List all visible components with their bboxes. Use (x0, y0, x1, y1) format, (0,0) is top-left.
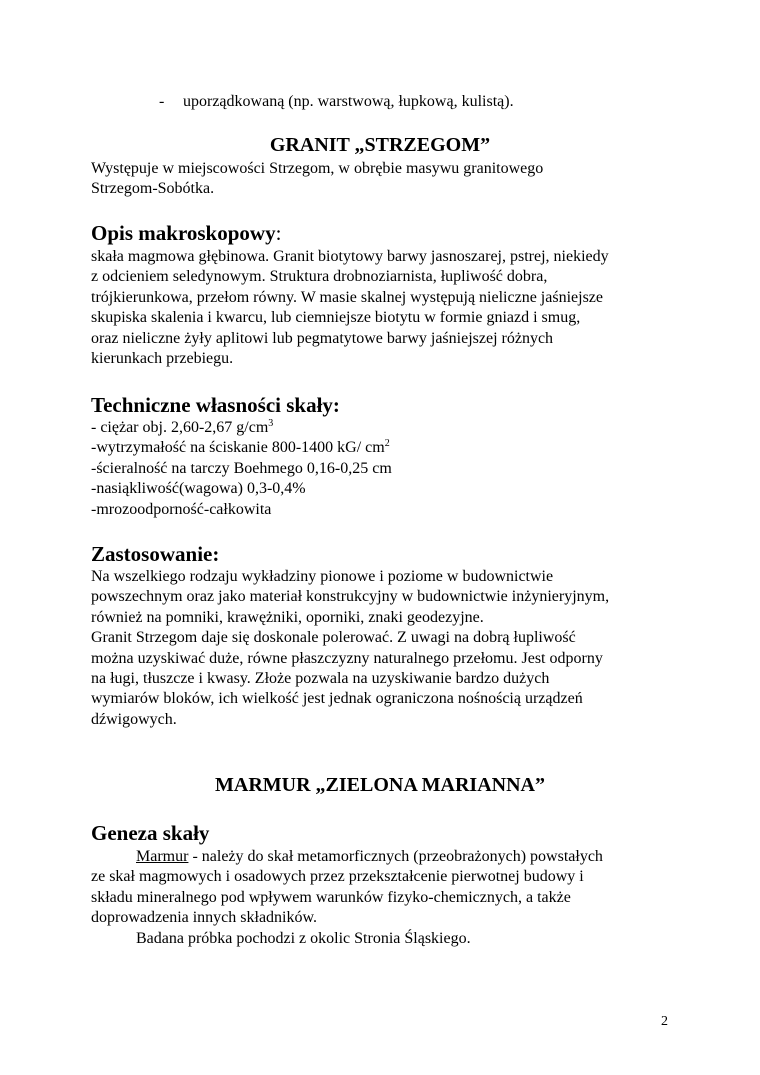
opis-paragraph (91, 247, 681, 369)
granit-intro-paragraph (91, 159, 681, 200)
heading-geneza-skaly: Geneza skały (91, 821, 210, 845)
paragraph-line: Granit Strzegom daje się doskonale polerować. Z uwagi na dobrą łupliwość (91, 629, 576, 647)
heading-zastosowanie: Zastosowanie: (91, 542, 220, 566)
paragraph-line: na ługi, tłuszcze i kwasy. Złoże pozwala na uzyskiwanie bardzo dużych (91, 670, 550, 688)
paragraph-line: z odcieniem seledynowym. Struktura drobnoziarnista, łupliwość dobra, (91, 268, 548, 286)
property-frost: -mrozoodporność-całkowita (91, 500, 272, 518)
paragraph-line: doprowadzenia innych składników. (91, 909, 318, 927)
paragraph-line: wymiarów bloków, ich wielkość jest jednak ograniczona nośnością urządzeń (91, 690, 583, 708)
section-title-granit: GRANIT „STRZEGOM” (269, 134, 491, 156)
zastosowanie-paragraph (91, 567, 681, 730)
marmur-term: Marmur (136, 848, 189, 865)
paragraph-line: można uzyskiwać duże, równe płaszczyzny naturalnego przełomu. Jest odporny (91, 649, 603, 667)
paragraph-line: Strzegom-Sobótka. (91, 180, 215, 198)
property-text: -wytrzymałość na ściskanie 800-1400 kG/ cm (91, 439, 385, 457)
property-absorption: -nasiąkliwość(wagowa) 0,3-0,4% (91, 480, 306, 498)
paragraph-line: składu mineralnego pod wpływem warunków fizyko-chemicznych, a także (91, 888, 571, 906)
paragraph-line: ze skał magmowych i osadowych przez przekształcenie pierwotnej budowy i (91, 868, 584, 886)
property-abrasion: -ścieralność na tarczy Boehmego 0,16-0,25 cm (91, 459, 392, 477)
paragraph-line: oraz nieliczne żyły aplitowi lub pegmatytowe barwy jaśniejszej różnych (91, 329, 554, 347)
geneza-paragraph (91, 847, 681, 949)
superscript: 2 (384, 438, 390, 450)
bullet-dash: - (159, 93, 165, 110)
superscript: 3 (268, 418, 274, 429)
paragraph-line: dźwigowych. (91, 710, 177, 728)
paragraph-line: trójkierunkowa, przełom równy. W masie skalnej występują nieliczne jaśniejsze (91, 288, 603, 306)
paragraph-line: Badana próbka pochodzi z okolic Stronia Śląskiego. (136, 929, 471, 947)
paragraph-line: skała magmowa głębinowa. Granit biotytowy barwy jasnoszarej, pstrej, niekiedy (91, 248, 609, 265)
paragraph-line: również na pomniki, krawężniki, oporniki, znaki geodezyjne. (91, 608, 484, 626)
paragraph-line: kierunkach przebiegu. (91, 350, 234, 368)
heading-techniczne-wlasnosci: Techniczne własności skały: (91, 393, 340, 417)
paragraph-line (91, 847, 681, 867)
paragraph-line: Na wszelkiego rodzaju wykładziny pionowe i poziome w budownictwie (91, 568, 554, 585)
paragraph-line: Występuje w miejscowości Strzegom, w obrębie masywu granitowego (91, 160, 544, 177)
paragraph-line: powszechnym oraz jako materiał konstrukcyjny w budownictwie inżynieryjnym, (91, 588, 610, 606)
paragraph-line: skupiska skalenia i kwarcu, lub ciemniejsze biotytu w formie gniazd i smug, (91, 309, 581, 327)
paragraph-text: - należy do skał metamorficznych (przeobrażonych) powstałych (188, 848, 603, 865)
property-strength (91, 438, 681, 458)
property-density (91, 418, 681, 438)
heading-colon: : (275, 221, 282, 245)
page-number: 2 (661, 1014, 668, 1029)
section-title-marmur: MARMUR „ZIELONA MARIANNA” (215, 774, 545, 796)
technical-properties-list (91, 418, 681, 520)
property-text: - ciężar obj. 2,60-2,67 g/cm (91, 419, 269, 436)
bullet-item (159, 92, 514, 112)
bullet-text: uporządkowaną (np. warstwową, łupkową, kulistą). (183, 93, 514, 110)
heading-opis-makroskopowy (91, 220, 281, 246)
heading-text: Opis makroskopowy (91, 221, 276, 245)
